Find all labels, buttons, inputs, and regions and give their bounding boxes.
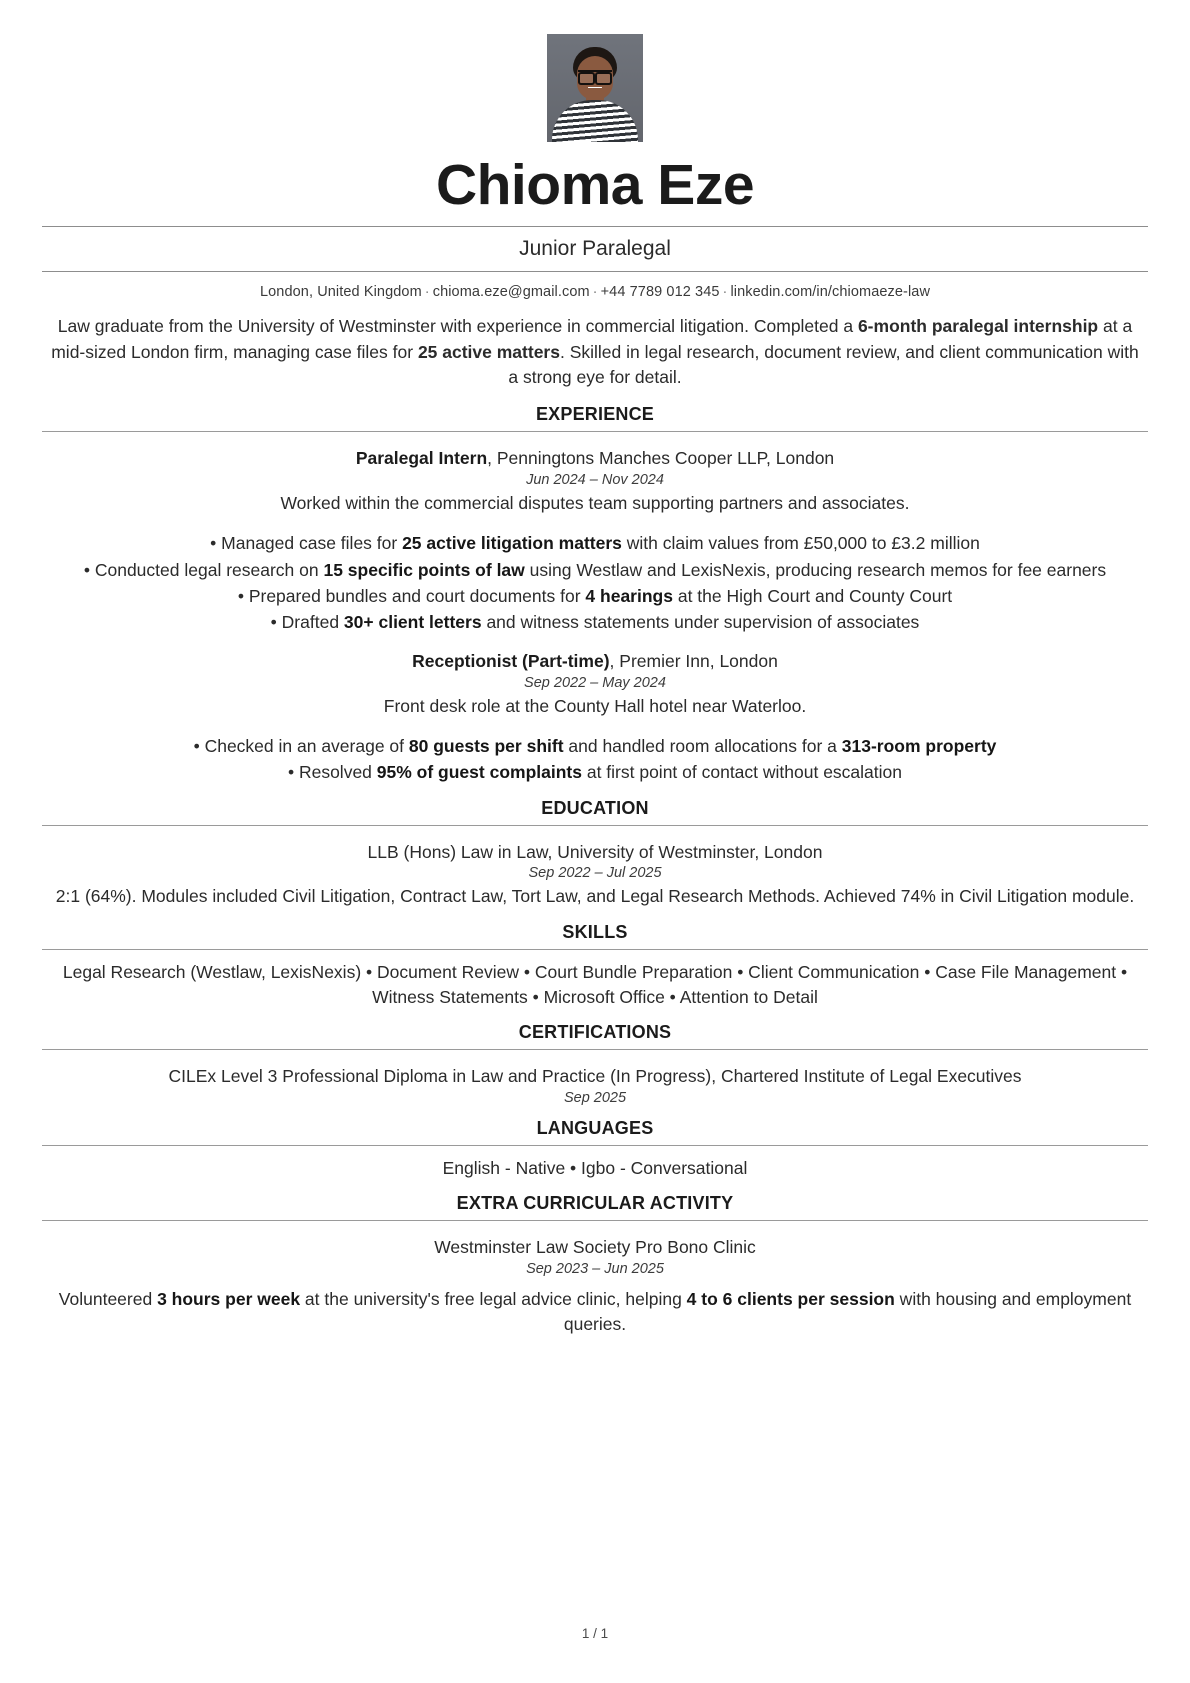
entry-dates: Sep 2023 – Jun 2025 bbox=[526, 1260, 664, 1277]
highlight-text: 80 guests per shift bbox=[408, 736, 564, 757]
contact-separator: · bbox=[722, 284, 728, 301]
section-title: LANGUAGES bbox=[536, 1117, 654, 1138]
bullet-item bbox=[42, 759, 1148, 785]
section-divider bbox=[42, 431, 1148, 432]
entry-organisation: LLB (Hons) Law in Law, University of Westminster, London bbox=[367, 841, 823, 862]
bullet-item bbox=[42, 609, 1148, 635]
entry-title bbox=[42, 446, 1148, 471]
bullet-item bbox=[42, 530, 1148, 556]
contact-email[interactable]: chioma.eze@gmail.com bbox=[432, 284, 590, 301]
entry-title bbox=[42, 1235, 1148, 1260]
entry-dates: Sep 2022 – Jul 2025 bbox=[528, 865, 662, 882]
highlight-text: 6-month paralegal internship bbox=[857, 316, 1099, 337]
contact-linkedin[interactable]: linkedin.com/in/chiomaeze-law bbox=[730, 284, 931, 301]
plain-text: with housing and employment queries. bbox=[563, 1288, 1132, 1335]
entry-title bbox=[42, 840, 1148, 865]
plain-text: at a mid-sized London firm, managing case files for bbox=[51, 316, 1133, 362]
section-inline-list: Legal Research (Westlaw, LexisNexis) • Document Review • Court Bundle Preparation • Client Communication • Case File Management • Witness Statements • Microsoft Office • Attention to Detail bbox=[62, 961, 1128, 1007]
section-divider bbox=[42, 949, 1148, 950]
plain-text: and handled room allocations for a bbox=[563, 736, 842, 757]
candidate-name: Chioma Eze bbox=[435, 153, 755, 217]
plain-text: • Drafted bbox=[270, 612, 344, 633]
entry-organisation: , Premier Inn, London bbox=[609, 651, 778, 672]
section-inline-list: English - Native • Igbo - Conversational bbox=[442, 1157, 748, 1178]
entry-organisation: CILEx Level 3 Professional Diploma in Law and Practice (In Progress), Chartered Institute of Legal Executives bbox=[168, 1066, 1022, 1087]
plain-text: Law graduate from the University of Westminster with experience in commercial litigation. Completed a bbox=[57, 316, 858, 337]
highlight-text: 313-room property bbox=[841, 736, 997, 757]
highlight-text: 95% of guest complaints bbox=[376, 762, 582, 783]
bullet-item bbox=[42, 733, 1148, 759]
highlight-text: 25 active matters bbox=[417, 341, 560, 362]
highlight-text: 30+ client letters bbox=[343, 612, 482, 633]
entry-dates: Sep 2022 – May 2024 bbox=[524, 674, 666, 691]
entry-bullets bbox=[42, 530, 1148, 635]
profile-photo-container bbox=[42, 34, 1148, 142]
entry-description: 2:1 (64%). Modules included Civil Litigation, Contract Law, Tort Law, and Legal Research Methods. Achieved 74% in Civil Litigation module. bbox=[55, 886, 1135, 907]
plain-text: • Prepared bundles and court documents for bbox=[237, 585, 586, 606]
entry-description: Front desk role at the County Hall hotel near Waterloo. bbox=[383, 695, 807, 716]
plain-text: at the university's free legal advice clinic, helping bbox=[300, 1288, 687, 1309]
highlight-text: 4 to 6 clients per session bbox=[686, 1288, 895, 1309]
section-divider bbox=[42, 1049, 1148, 1050]
plain-text: and witness statements under supervision of associates bbox=[481, 612, 920, 633]
contact-line bbox=[42, 272, 1148, 304]
plain-text: • Managed case files for bbox=[210, 533, 403, 554]
highlight-text: 3 hours per week bbox=[157, 1288, 301, 1309]
plain-text: . Skilled in legal research, document review, and client communication with a strong eye for detail. bbox=[508, 341, 1139, 388]
bullet-item bbox=[42, 557, 1148, 583]
section-title: EDUCATION bbox=[541, 797, 649, 818]
contact-separator: · bbox=[424, 284, 430, 301]
entry-title bbox=[42, 649, 1148, 674]
section-title: EXPERIENCE bbox=[535, 404, 655, 425]
plain-text: at first point of contact without escalation bbox=[581, 762, 903, 783]
entry-dates: Sep 2025 bbox=[563, 1089, 627, 1106]
entry-description bbox=[42, 1287, 1148, 1338]
candidate-headline: Junior Paralegal bbox=[519, 236, 671, 260]
resume-sections bbox=[42, 404, 1148, 1337]
plain-text: with claim values from £50,000 to £3.2 million bbox=[621, 533, 980, 554]
glasses-icon bbox=[578, 70, 612, 81]
plain-text: • Checked in an average of bbox=[193, 736, 409, 757]
plain-text: Volunteered bbox=[58, 1288, 158, 1309]
contact-location: London, United Kingdom bbox=[259, 284, 422, 301]
page-indicator: 1 / 1 bbox=[581, 1626, 609, 1641]
entry-organisation: Westminster Law Society Pro Bono Clinic bbox=[434, 1237, 756, 1258]
contact-separator: · bbox=[592, 284, 598, 301]
entry-bullets bbox=[42, 733, 1148, 786]
section-title: EXTRA CURRICULAR ACTIVITY bbox=[456, 1193, 734, 1214]
entry-dates: Jun 2024 – Nov 2024 bbox=[526, 471, 664, 488]
entry-description: Worked within the commercial disputes team supporting partners and associates. bbox=[280, 492, 910, 513]
plain-text: using Westlaw and LexisNexis, producing research memos for fee earners bbox=[524, 559, 1107, 580]
highlight-text: 25 active litigation matters bbox=[402, 533, 622, 554]
section-title: SKILLS bbox=[562, 921, 628, 942]
entry-organisation: , Penningtons Manches Cooper LLP, London bbox=[487, 448, 835, 469]
entry-role: Paralegal Intern bbox=[355, 448, 488, 469]
section-divider bbox=[42, 825, 1148, 826]
highlight-text: 4 hearings bbox=[585, 585, 673, 606]
professional-summary bbox=[42, 304, 1148, 392]
contact-phone[interactable]: +44 7789 012 345 bbox=[600, 284, 720, 301]
entry-role: Receptionist (Part-time) bbox=[412, 651, 610, 672]
section-divider bbox=[42, 1145, 1148, 1146]
plain-text: at the High Court and County Court bbox=[672, 585, 953, 606]
bullet-item bbox=[42, 583, 1148, 609]
entry-title bbox=[42, 1064, 1148, 1089]
section-title: CERTIFICATIONS bbox=[518, 1022, 672, 1043]
highlight-text: 15 specific points of law bbox=[323, 559, 525, 580]
plain-text: • Resolved bbox=[287, 762, 377, 783]
section-divider bbox=[42, 1220, 1148, 1221]
profile-photo bbox=[547, 34, 643, 142]
plain-text: • Conducted legal research on bbox=[83, 559, 324, 580]
